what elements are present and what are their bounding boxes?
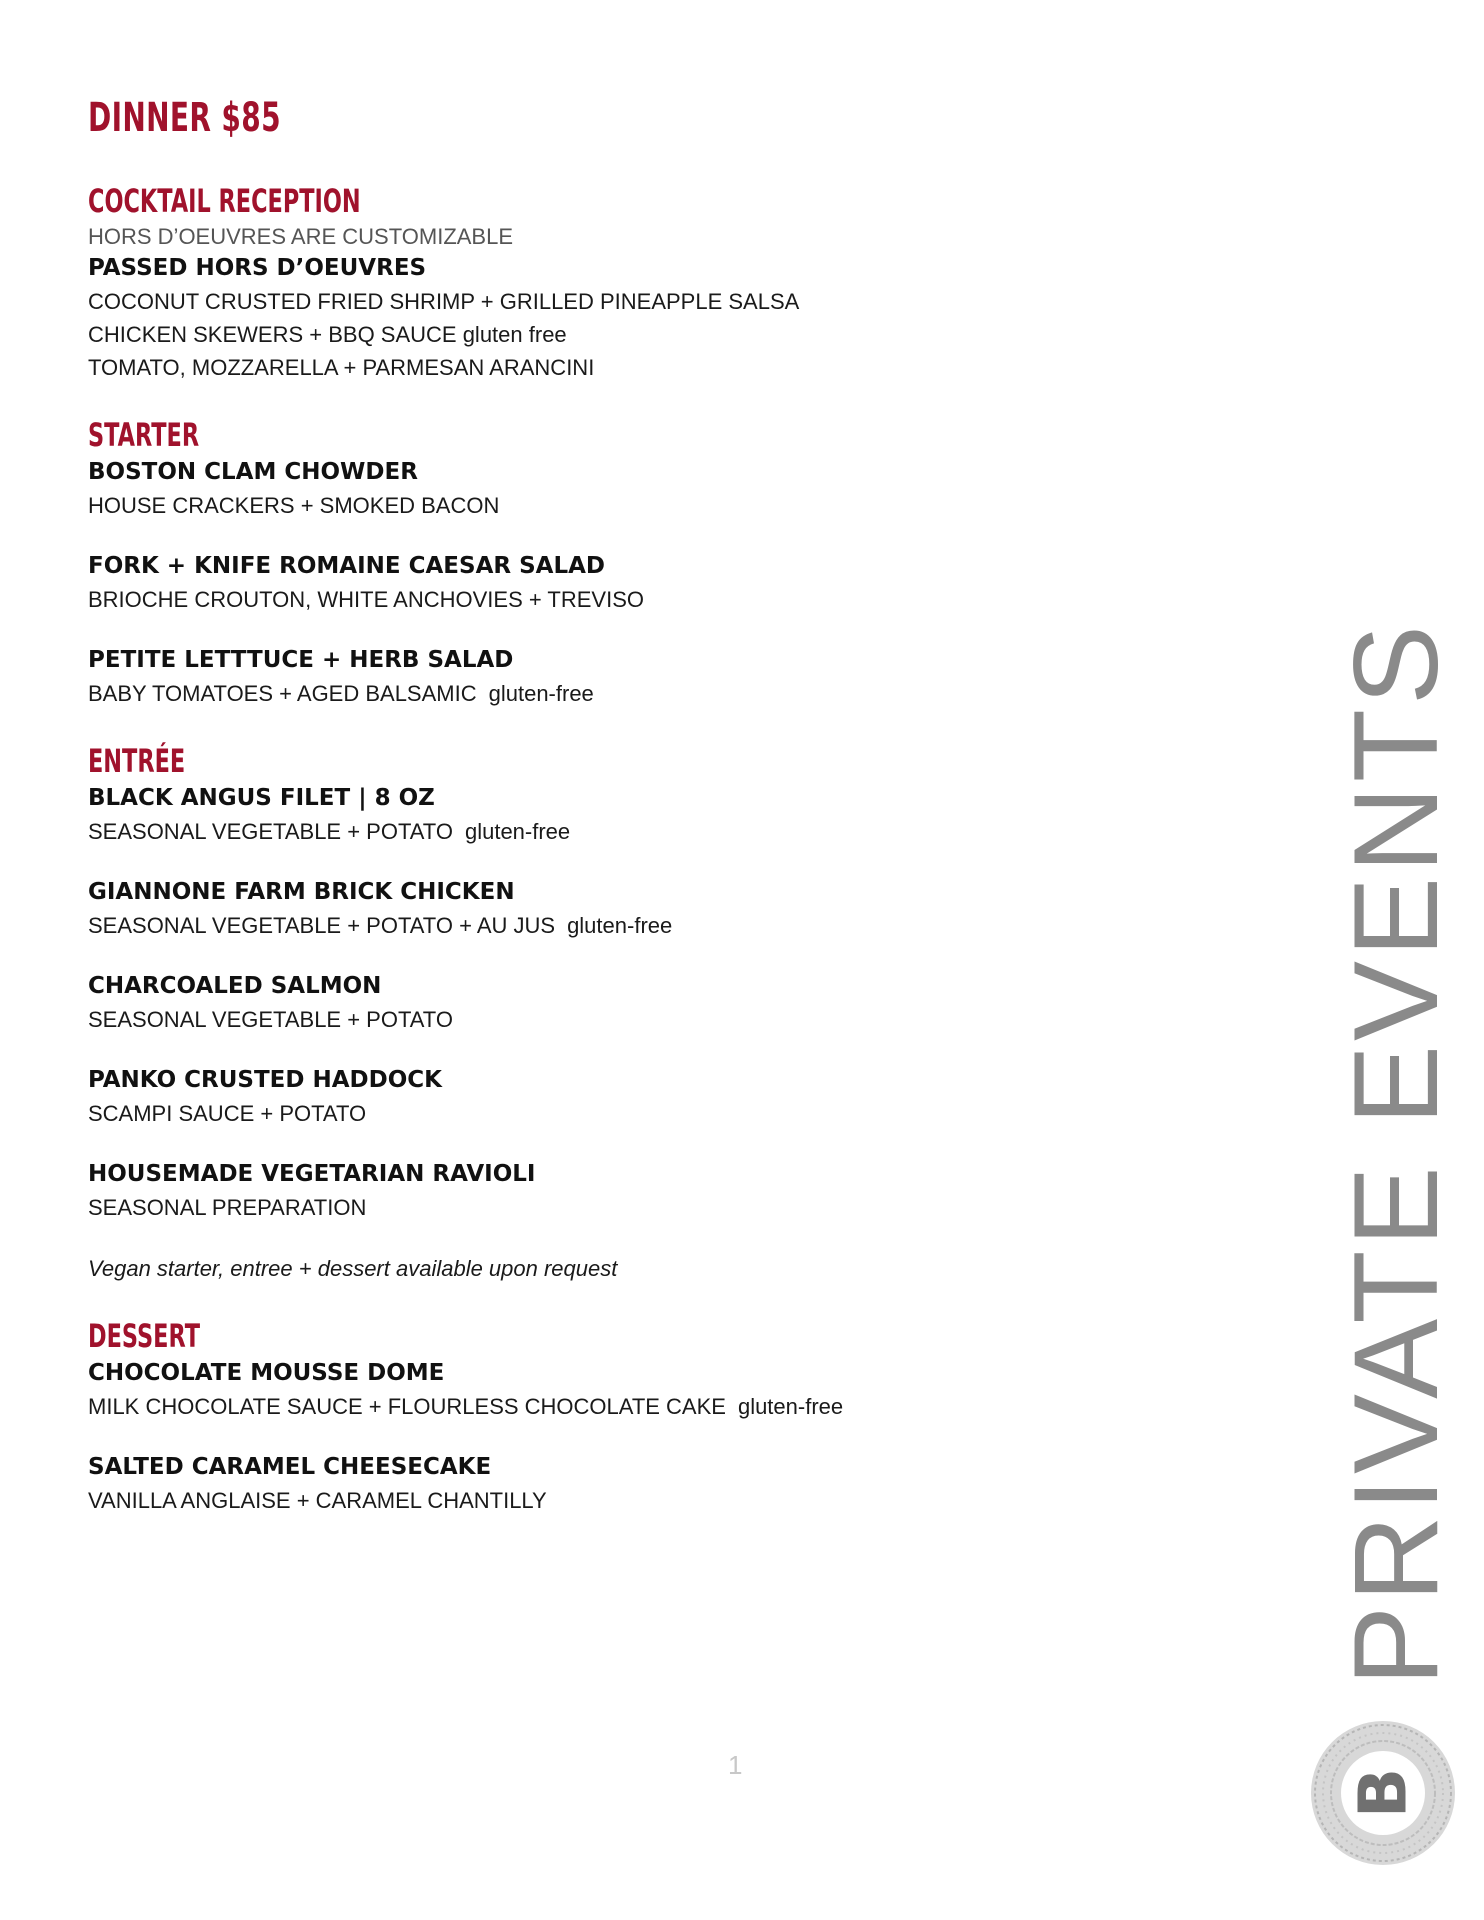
menu-item-desc: HOUSE CRACKERS + SMOKED BACON (88, 493, 500, 518)
page-number: 1 (728, 1750, 743, 1780)
gluten-free-tag: gluten-free (464, 819, 571, 844)
menu-item-name: FORK + KNIFE ROMAINE CAESAR SALAD (88, 553, 606, 579)
list-item: CHICKEN SKEWERS + BBQ SAUCE gluten free (88, 322, 567, 347)
passed-hors-doeuvres-heading: PASSED HORS D’OEUVRES (88, 255, 427, 281)
menu-item-name: PANKO CRUSTED HADDOCK (88, 1067, 442, 1093)
list-item: COCONUT CRUSTED FRIED SHRIMP + GRILLED PINEAPPLE SALSA (88, 289, 800, 314)
menu-item-desc-line (88, 677, 1238, 710)
menu-item (88, 876, 1238, 942)
menu-item-desc-line (88, 1390, 1238, 1423)
menu-item-desc: SEASONAL VEGETABLE + POTATO (88, 1007, 453, 1032)
menu-item-desc: SCAMPI SAUCE + POTATO (88, 1101, 367, 1126)
menu-item (88, 970, 1238, 1036)
gluten-free-tag: gluten-free (737, 1394, 844, 1419)
menu-item-desc: SEASONAL PREPARATION (88, 1195, 367, 1220)
menu-item-name: BOSTON CLAM CHOWDER (88, 459, 418, 485)
menu-item-name: PETITE LETTTUCE + HERB SALAD (88, 647, 514, 673)
menu-item (88, 550, 1238, 616)
private-events-side-text: PRIVATE EVENTS (1329, 620, 1463, 1686)
dessert-section (88, 1315, 1238, 1517)
gluten-free-tag: gluten-free (488, 681, 594, 706)
menu-item (88, 1357, 1238, 1423)
starter-section (88, 414, 1238, 710)
menu-item-desc: SEASONAL VEGETABLE + POTATO + AU JUS (88, 913, 556, 938)
section-heading-entree: ENTRÉE (88, 742, 186, 780)
entree-section (88, 740, 1238, 1285)
menu-item-desc-line (88, 909, 1238, 942)
menu-title: DINNER $85 (88, 95, 281, 141)
menu-item-desc: BABY TOMATOES + AGED BALSAMIC (88, 681, 477, 706)
gluten-free-tag: gluten-free (567, 913, 673, 938)
section-heading-starter: STARTER (88, 416, 200, 454)
menu-item-name: CHARCOALED SALMON (88, 973, 382, 999)
menu-item-desc: MILK CHOCOLATE SAUCE + FLOURLESS CHOCOLATE CAKE (88, 1394, 726, 1419)
menu-item-desc-line (88, 815, 1238, 848)
menu-item-desc: SEASONAL VEGETABLE + POTATO (88, 819, 453, 844)
menu-item-desc: BRIOCHE CROUTON, WHITE ANCHOVIES + TREVISO (88, 587, 644, 612)
menu-item-name: HOUSEMADE VEGETARIAN RAVIOLI (88, 1161, 536, 1187)
menu-item (88, 1064, 1238, 1130)
menu-item-desc: VANILLA ANGLAISE + CARAMEL CHANTILLY (88, 1488, 547, 1513)
menu-item (88, 1451, 1238, 1517)
b-logo-seal-icon (1308, 1718, 1458, 1868)
logo-letter: B (1344, 1767, 1422, 1819)
vegan-note: Vegan starter, entree + dessert available upon request (88, 1256, 618, 1281)
menu-item-name: GIANNONE FARM BRICK CHICKEN (88, 879, 515, 905)
menu-item (88, 1158, 1238, 1224)
customizable-note: HORS D’OEUVRES ARE CUSTOMIZABLE (88, 224, 514, 249)
menu-content (88, 92, 1238, 1517)
cocktail-section (88, 180, 1238, 384)
section-heading-dessert: DESSERT (88, 1317, 200, 1355)
menu-item (88, 782, 1238, 848)
menu-item-name: SALTED CARAMEL CHEESECAKE (88, 1454, 492, 1480)
menu-item-name: BLACK ANGUS FILET | 8 OZ (88, 785, 435, 811)
section-heading-cocktail: COCKTAIL RECEPTION (88, 182, 361, 220)
menu-item (88, 456, 1238, 522)
menu-item (88, 644, 1238, 710)
menu-item-name: CHOCOLATE MOUSSE DOME (88, 1360, 445, 1386)
list-item: TOMATO, MOZZARELLA + PARMESAN ARANCINI (88, 355, 595, 380)
